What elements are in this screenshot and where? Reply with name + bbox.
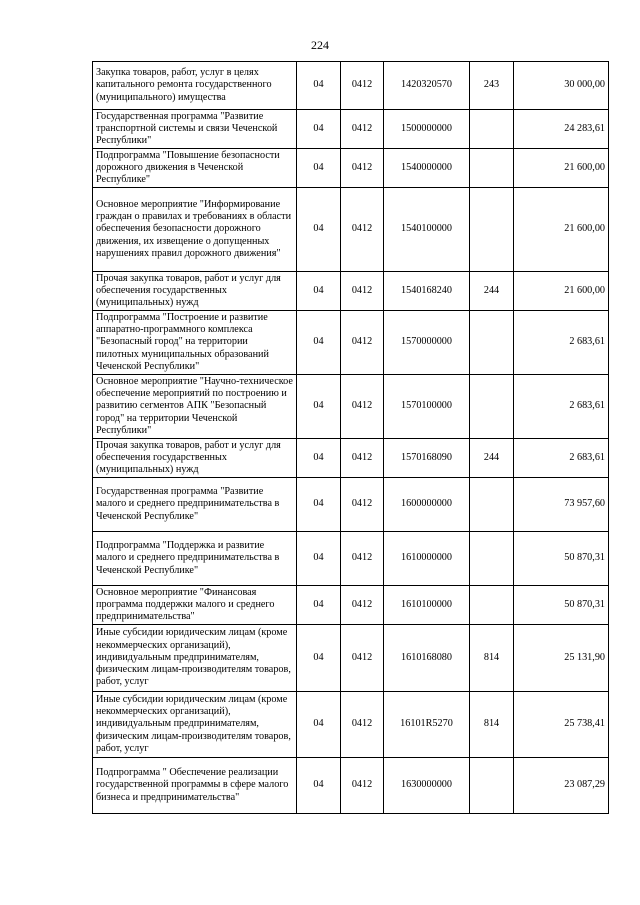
table-row bbox=[93, 586, 609, 625]
row-section-code: 04 bbox=[297, 586, 341, 625]
row-subsection-code: 0412 bbox=[341, 188, 384, 272]
row-target-code: 1610100000 bbox=[384, 586, 470, 625]
row-subsection-code: 0412 bbox=[341, 311, 384, 375]
row-subsection-code: 0412 bbox=[341, 625, 384, 692]
row-amount: 2 683,61 bbox=[514, 311, 609, 375]
row-target-code: 1600000000 bbox=[384, 478, 470, 532]
row-expense-type: 243 bbox=[470, 62, 514, 110]
row-expense-type: 244 bbox=[470, 439, 514, 478]
row-section-code: 04 bbox=[297, 375, 341, 439]
table-row bbox=[93, 439, 609, 478]
table-row bbox=[93, 188, 609, 272]
row-amount: 24 283,61 bbox=[514, 110, 609, 149]
page-number: 224 bbox=[311, 38, 329, 52]
row-expense-type: 814 bbox=[470, 625, 514, 692]
row-subsection-code: 0412 bbox=[341, 478, 384, 532]
row-amount: 50 870,31 bbox=[514, 586, 609, 625]
row-name: Подпрограмма "Построение и развитие аппаратно-программного комплекса "Безопасный город" на территории пилотных муниципальных образований Чеченской Республики" bbox=[93, 311, 297, 375]
budget-table bbox=[92, 61, 609, 814]
row-name: Основное мероприятие "Финансовая программа поддержки малого и среднего предпринимательства" bbox=[93, 586, 297, 625]
row-subsection-code: 0412 bbox=[341, 692, 384, 758]
row-amount: 50 870,31 bbox=[514, 532, 609, 586]
row-section-code: 04 bbox=[297, 149, 341, 188]
row-subsection-code: 0412 bbox=[341, 439, 384, 478]
row-name: Основное мероприятие "Информирование граждан о правилах и требованиях в области обеспечения безопасности дорожного движения, их извещение о допущенных нарушениях правил дорожного движения" bbox=[93, 188, 297, 272]
table-row bbox=[93, 110, 609, 149]
row-subsection-code: 0412 bbox=[341, 62, 384, 110]
row-name: Подпрограмма "Повышение безопасности дорожного движения в Чеченской Республике" bbox=[93, 149, 297, 188]
row-section-code: 04 bbox=[297, 692, 341, 758]
table-row bbox=[93, 272, 609, 311]
row-target-code: 1630000000 bbox=[384, 758, 470, 814]
row-section-code: 04 bbox=[297, 439, 341, 478]
table-row bbox=[93, 478, 609, 532]
row-section-code: 04 bbox=[297, 272, 341, 311]
row-section-code: 04 bbox=[297, 110, 341, 149]
table-row bbox=[93, 532, 609, 586]
row-target-code: 1500000000 bbox=[384, 110, 470, 149]
table-row bbox=[93, 692, 609, 758]
row-target-code: 1540100000 bbox=[384, 188, 470, 272]
row-target-code: 16101R5270 bbox=[384, 692, 470, 758]
budget-table-body bbox=[93, 62, 609, 814]
row-subsection-code: 0412 bbox=[341, 586, 384, 625]
row-name: Государственная программа "Развитие транспортной системы и связи Чеченской Республики" bbox=[93, 110, 297, 149]
table-row bbox=[93, 758, 609, 814]
row-subsection-code: 0412 bbox=[341, 532, 384, 586]
row-section-code: 04 bbox=[297, 625, 341, 692]
row-amount: 23 087,29 bbox=[514, 758, 609, 814]
row-target-code: 1420320570 bbox=[384, 62, 470, 110]
row-name: Иные субсидии юридическим лицам (кроме некоммерческих организаций), индивидуальным предпринимателям, физическим лицам-производителям товаров, работ, услуг bbox=[93, 692, 297, 758]
row-amount: 2 683,61 bbox=[514, 439, 609, 478]
row-expense-type bbox=[470, 478, 514, 532]
row-section-code: 04 bbox=[297, 478, 341, 532]
row-amount: 2 683,61 bbox=[514, 375, 609, 439]
row-expense-type bbox=[470, 758, 514, 814]
row-amount: 21 600,00 bbox=[514, 272, 609, 311]
row-section-code: 04 bbox=[297, 62, 341, 110]
row-target-code: 1570100000 bbox=[384, 375, 470, 439]
row-subsection-code: 0412 bbox=[341, 758, 384, 814]
table-row bbox=[93, 149, 609, 188]
row-target-code: 1570168090 bbox=[384, 439, 470, 478]
row-expense-type bbox=[470, 149, 514, 188]
row-target-code: 1540000000 bbox=[384, 149, 470, 188]
row-section-code: 04 bbox=[297, 758, 341, 814]
row-expense-type: 814 bbox=[470, 692, 514, 758]
row-name: Основное мероприятие "Научно-техническое обеспечение мероприятий по построению и развитию сегментов АПК "Безопасный город" на территории Чеченской Республики" bbox=[93, 375, 297, 439]
table-row bbox=[93, 375, 609, 439]
row-name: Подпрограмма "Поддержка и развитие малого и среднего предпринимательства в Чеченской Республике" bbox=[93, 532, 297, 586]
row-amount: 21 600,00 bbox=[514, 188, 609, 272]
row-amount: 30 000,00 bbox=[514, 62, 609, 110]
row-target-code: 1610168080 bbox=[384, 625, 470, 692]
row-subsection-code: 0412 bbox=[341, 375, 384, 439]
row-target-code: 1540168240 bbox=[384, 272, 470, 311]
row-name: Закупка товаров, работ, услуг в целях капитального ремонта государственного (муниципального) имущества bbox=[93, 62, 297, 110]
row-expense-type bbox=[470, 188, 514, 272]
row-amount: 25 131,90 bbox=[514, 625, 609, 692]
row-name: Иные субсидии юридическим лицам (кроме некоммерческих организаций), индивидуальным предпринимателям, физическим лицам-производителям товаров, работ, услуг bbox=[93, 625, 297, 692]
row-target-code: 1610000000 bbox=[384, 532, 470, 586]
row-subsection-code: 0412 bbox=[341, 110, 384, 149]
row-section-code: 04 bbox=[297, 532, 341, 586]
row-amount: 25 738,41 bbox=[514, 692, 609, 758]
table-row bbox=[93, 311, 609, 375]
row-target-code: 1570000000 bbox=[384, 311, 470, 375]
row-section-code: 04 bbox=[297, 311, 341, 375]
row-expense-type bbox=[470, 586, 514, 625]
row-section-code: 04 bbox=[297, 188, 341, 272]
row-name: Подпрограмма " Обеспечение реализации государственной программы в сфере малого бизнеса и предпринимательства" bbox=[93, 758, 297, 814]
table-row bbox=[93, 625, 609, 692]
row-subsection-code: 0412 bbox=[341, 272, 384, 311]
row-name: Государственная программа "Развитие малого и среднего предпринимательства в Чеченской Республике" bbox=[93, 478, 297, 532]
row-expense-type: 244 bbox=[470, 272, 514, 311]
table-row bbox=[93, 62, 609, 110]
row-expense-type bbox=[470, 311, 514, 375]
row-expense-type bbox=[470, 375, 514, 439]
row-amount: 21 600,00 bbox=[514, 149, 609, 188]
row-expense-type bbox=[470, 532, 514, 586]
row-amount: 73 957,60 bbox=[514, 478, 609, 532]
row-name: Прочая закупка товаров, работ и услуг для обеспечения государственных (муниципальных) нужд bbox=[93, 272, 297, 311]
row-expense-type bbox=[470, 110, 514, 149]
row-subsection-code: 0412 bbox=[341, 149, 384, 188]
row-name: Прочая закупка товаров, работ и услуг для обеспечения государственных (муниципальных) нужд bbox=[93, 439, 297, 478]
